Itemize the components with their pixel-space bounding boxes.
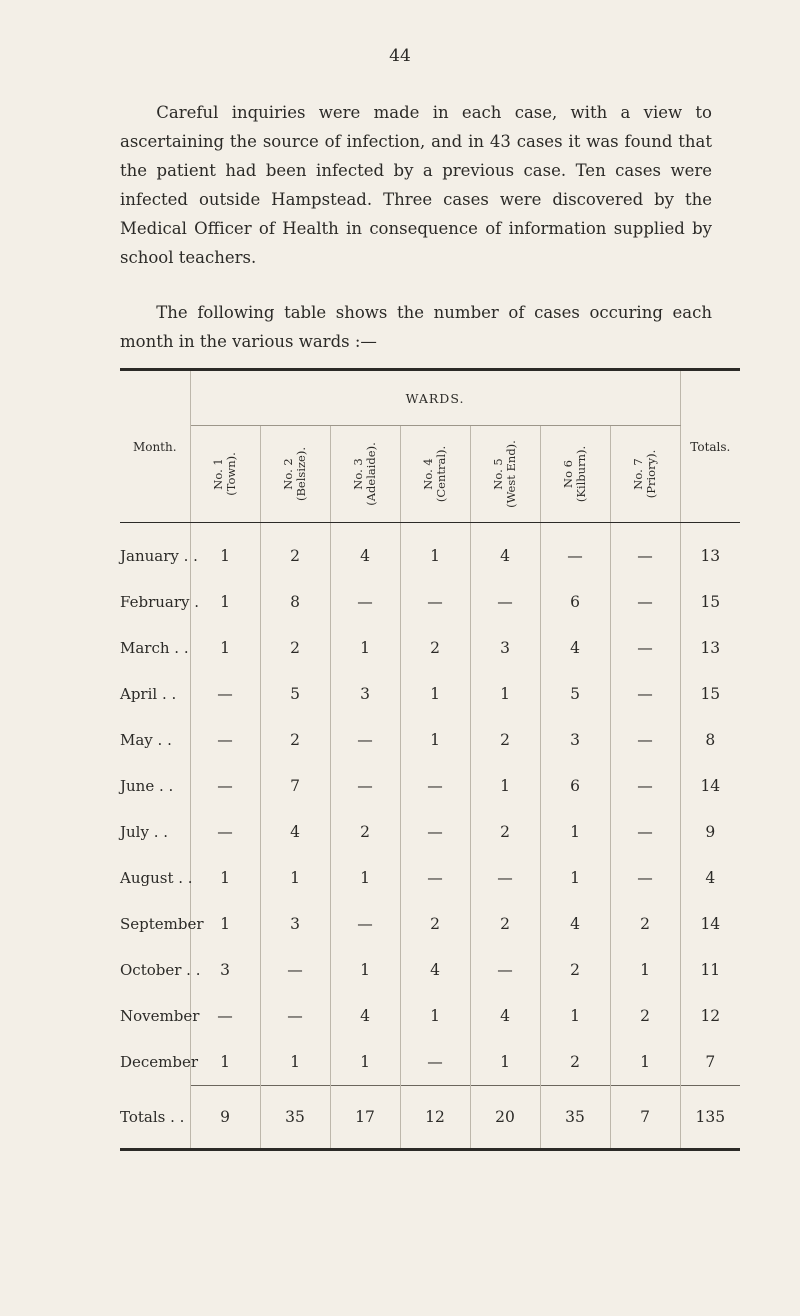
ward-cases-cell: —	[610, 579, 680, 625]
table-row	[120, 625, 740, 671]
ward-cases-cell: 1	[190, 855, 260, 901]
totals-cell: 35	[260, 1086, 330, 1150]
totals-cell: 7	[610, 1086, 680, 1150]
ward-cases-cell: —	[610, 763, 680, 809]
ward-cases-cell: 1	[330, 1039, 400, 1086]
ward-cases-cell: 4	[470, 993, 540, 1039]
row-total-cell: 12	[700, 1007, 721, 1025]
ward-cases-cell: —	[610, 523, 680, 580]
month-cell: November	[120, 993, 190, 1039]
ward-cases-cell: 1	[190, 901, 260, 947]
ward-cases-cell: —	[470, 855, 540, 901]
ward-cases-cell: 1	[330, 947, 400, 993]
ward-cases-cell: 4	[540, 625, 610, 671]
ward-cases-cell: —	[400, 579, 470, 625]
month-cell: July . .	[120, 809, 190, 855]
ward-cases-cell: 2	[470, 717, 540, 763]
ward-cases-cell: 1	[330, 625, 400, 671]
ward-cases-cell: 1	[190, 1039, 260, 1086]
month-column-header: Month.	[120, 370, 190, 523]
ward-cases-cell: —	[190, 763, 260, 809]
row-total-cell: 15	[700, 593, 721, 611]
row-total-cell: 13	[700, 639, 721, 657]
table-row	[120, 763, 740, 809]
table-row	[120, 993, 740, 1039]
ward-cases-cell: —	[540, 523, 610, 580]
table-row	[120, 671, 740, 717]
ward-cases-cell: 6	[540, 579, 610, 625]
ward-header-3: No. 3 (Adelaide).	[330, 426, 400, 523]
paragraph-infection-sources: Careful inquiries were made in each case, with a view to ascertaining the source of infection, and in 43 cases it was found that the patient had been infected by a previous case. Ten cases were infected outside Hampstead. Three cases were discovered by the Medical Officer of Health in consequence of information supplied by school teachers.	[120, 103, 712, 267]
ward-cases-cell: —	[330, 901, 400, 947]
totals-cell: 9	[190, 1086, 260, 1150]
cases-by-ward-table	[120, 368, 740, 1151]
ward-cases-cell: 4	[330, 993, 400, 1039]
ward-cases-cell: —	[470, 579, 540, 625]
table-row	[120, 523, 740, 580]
ward-cases-cell: 1	[190, 625, 260, 671]
month-cell: January . .	[120, 523, 190, 580]
ward-cases-cell: 2	[260, 625, 330, 671]
ward-cases-cell: —	[610, 809, 680, 855]
ward-cases-cell: 1	[540, 809, 610, 855]
row-total-cell: 11	[700, 961, 721, 979]
ward-cases-cell: 4	[260, 809, 330, 855]
row-total-cell: 13	[700, 547, 721, 565]
page-number: 44	[389, 46, 411, 66]
ward-cases-cell: 1	[610, 947, 680, 993]
month-cell: June . .	[120, 763, 190, 809]
ward-cases-cell: —	[260, 993, 330, 1039]
table-row	[120, 855, 740, 901]
ward-cases-cell: —	[400, 763, 470, 809]
ward-cases-cell: —	[400, 855, 470, 901]
ward-cases-cell: 2	[400, 901, 470, 947]
ward-cases-cell: 2	[470, 809, 540, 855]
row-total-cell: 15	[700, 685, 721, 703]
table-row	[120, 947, 740, 993]
ward-cases-cell: 4	[470, 523, 540, 580]
row-total-cell: 9	[705, 823, 716, 841]
month-cell: August . .	[120, 855, 190, 901]
ward-cases-cell: 1	[190, 579, 260, 625]
ward-cases-cell: 7	[260, 763, 330, 809]
totals-cell: 20	[470, 1086, 540, 1150]
ward-cases-cell: 3	[260, 901, 330, 947]
month-cell: May . .	[120, 717, 190, 763]
table-row	[120, 809, 740, 855]
ward-cases-cell: 2	[470, 901, 540, 947]
ward-cases-cell: 2	[540, 947, 610, 993]
ward-cases-cell: 1	[540, 993, 610, 1039]
ward-cases-cell: 2	[330, 809, 400, 855]
ward-cases-cell: 1	[400, 523, 470, 580]
table-row	[120, 1039, 740, 1086]
ward-cases-cell: —	[610, 671, 680, 717]
totals-label: Totals . .	[120, 1086, 190, 1150]
month-cell: April . .	[120, 671, 190, 717]
ward-cases-cell: 1	[540, 855, 610, 901]
totals-row	[120, 1086, 740, 1150]
month-cell: September	[120, 901, 190, 947]
month-cell: October . .	[120, 947, 190, 993]
totals-cell: 17	[330, 1086, 400, 1150]
ward-cases-cell: 2	[400, 625, 470, 671]
wards-group-header: WARDS.	[190, 370, 680, 426]
ward-cases-cell: 2	[610, 901, 680, 947]
ward-cases-cell: 5	[260, 671, 330, 717]
ward-cases-cell: —	[610, 717, 680, 763]
ward-cases-cell: 2	[260, 717, 330, 763]
row-total-cell: 14	[700, 915, 721, 933]
ward-cases-cell: 3	[190, 947, 260, 993]
ward-header-7: No. 7 (Priory).	[610, 426, 680, 523]
ward-cases-cell: —	[330, 717, 400, 763]
table-row	[120, 579, 740, 625]
ward-header-5: No. 5 (West End).	[470, 426, 540, 523]
ward-cases-cell: 2	[260, 523, 330, 580]
ward-cases-cell: 1	[260, 1039, 330, 1086]
ward-header-1: No. 1 (Town).	[190, 426, 260, 523]
ward-cases-cell: 2	[610, 993, 680, 1039]
ward-cases-cell: 1	[470, 671, 540, 717]
month-cell: February .	[120, 579, 190, 625]
ward-cases-cell: —	[330, 763, 400, 809]
ward-cases-cell: —	[400, 1039, 470, 1086]
ward-cases-cell: —	[330, 579, 400, 625]
grand-total: 135	[680, 1086, 740, 1150]
ward-cases-cell: 1	[470, 763, 540, 809]
ward-cases-cell: —	[260, 947, 330, 993]
totals-cell: 12	[400, 1086, 470, 1150]
ward-cases-cell: —	[610, 625, 680, 671]
ward-cases-cell: 2	[540, 1039, 610, 1086]
ward-cases-cell: 3	[540, 717, 610, 763]
ward-header-4: No. 4 (Central).	[400, 426, 470, 523]
ward-cases-cell: 1	[260, 855, 330, 901]
ward-cases-cell: —	[190, 671, 260, 717]
ward-cases-cell: 4	[540, 901, 610, 947]
month-cell: March . .	[120, 625, 190, 671]
ward-cases-cell: 1	[190, 523, 260, 580]
row-total-cell: 4	[705, 869, 716, 887]
ward-header-2: No. 2 (Belsize).	[260, 426, 330, 523]
ward-cases-cell: 1	[400, 717, 470, 763]
ward-cases-cell: 1	[610, 1039, 680, 1086]
ward-cases-cell: —	[610, 855, 680, 901]
ward-cases-cell: —	[190, 993, 260, 1039]
paragraph-table-intro: The following table shows the number of cases occuring each month in the various wards :—	[120, 303, 712, 351]
table-row	[120, 717, 740, 763]
ward-cases-cell: 1	[400, 993, 470, 1039]
ward-cases-cell: 8	[260, 579, 330, 625]
ward-header-6: No 6 (Kilburn).	[540, 426, 610, 523]
totals-column-header: Totals.	[680, 370, 740, 523]
ward-cases-cell: 4	[330, 523, 400, 580]
ward-cases-cell: 4	[400, 947, 470, 993]
ward-cases-cell: 1	[330, 855, 400, 901]
ward-cases-cell: 5	[540, 671, 610, 717]
ward-cases-cell: —	[400, 809, 470, 855]
ward-cases-cell: —	[190, 809, 260, 855]
ward-cases-cell: 1	[470, 1039, 540, 1086]
row-total-cell: 8	[705, 731, 716, 749]
ward-cases-cell: 6	[540, 763, 610, 809]
ward-cases-cell: —	[190, 717, 260, 763]
ward-cases-cell: —	[470, 947, 540, 993]
ward-cases-cell: 3	[330, 671, 400, 717]
ward-cases-cell: 1	[400, 671, 470, 717]
month-cell: December	[120, 1039, 190, 1086]
row-total-cell: 14	[700, 777, 721, 795]
table-row	[120, 901, 740, 947]
row-total-cell: 7	[705, 1053, 716, 1071]
ward-cases-cell: 3	[470, 625, 540, 671]
totals-cell: 35	[540, 1086, 610, 1150]
